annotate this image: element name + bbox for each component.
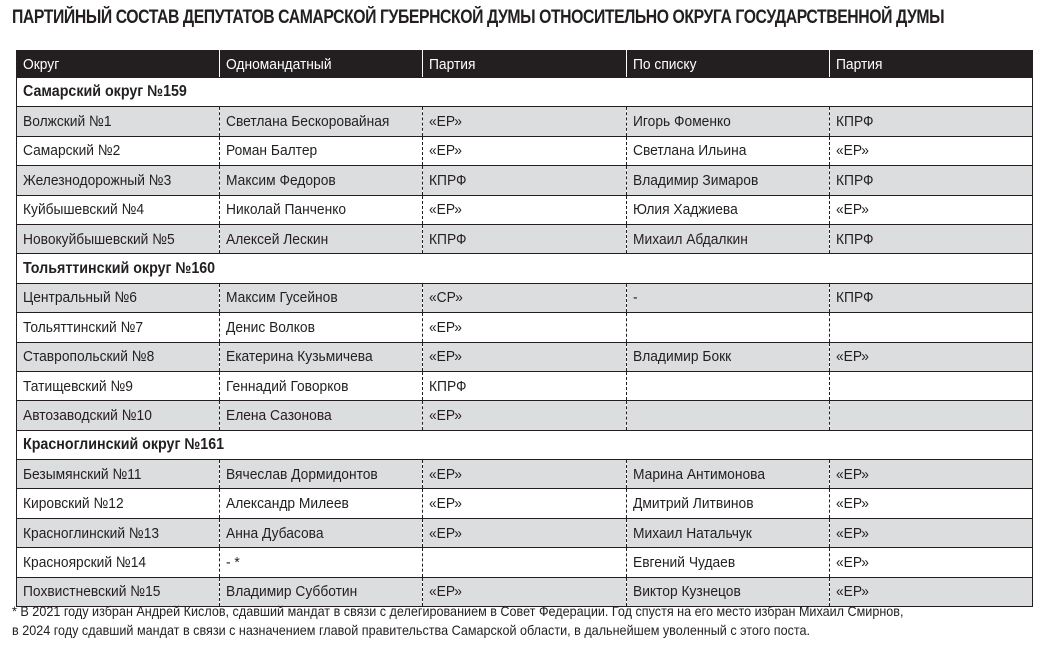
cell-text: Игорь Фоменко bbox=[633, 113, 731, 131]
table-cell bbox=[830, 107, 1033, 136]
table-cell bbox=[830, 548, 1033, 577]
table-cell bbox=[17, 342, 220, 371]
column-header bbox=[830, 51, 1033, 78]
cell-text: Дмитрий Литвинов bbox=[633, 495, 754, 513]
cell-text: КПРФ bbox=[429, 230, 467, 248]
table-cell bbox=[17, 460, 220, 489]
cell-text: «ЕР» bbox=[836, 553, 869, 571]
table-row bbox=[17, 489, 1033, 518]
footnote-line-1: * В 2021 году избран Андрей Кислов, сдавший мандат в связи с делегированием в Совет Федерации. Год спустя на его место избран Михаил Смирнов, bbox=[12, 603, 904, 619]
table-cell bbox=[220, 166, 423, 195]
cell-text: «ЕР» bbox=[429, 524, 462, 542]
cell-text: Виктор Кузнецов bbox=[633, 583, 741, 601]
table-cell bbox=[17, 166, 220, 195]
section-title bbox=[17, 78, 1033, 107]
table-cell bbox=[423, 401, 627, 430]
table-cell bbox=[627, 371, 830, 400]
cell-text: Владимир Субботин bbox=[226, 583, 358, 601]
cell-text: «ЕР» bbox=[429, 495, 462, 513]
cell-text: Евгений Чудаев bbox=[633, 553, 736, 571]
cell-text: Татищевский №9 bbox=[23, 377, 133, 395]
cell-text: «ЕР» bbox=[429, 406, 462, 424]
table-cell bbox=[17, 283, 220, 312]
cell-text: Анна Дубасова bbox=[226, 524, 324, 542]
cell-text: Юлия Хаджиева bbox=[633, 201, 738, 219]
footnote bbox=[12, 602, 1002, 640]
cell-text: Михаил Натальчук bbox=[633, 524, 752, 542]
cell-text: «СР» bbox=[429, 289, 463, 307]
cell-text: «ЕР» bbox=[429, 201, 462, 219]
table-cell bbox=[423, 195, 627, 224]
cell-text: Роман Балтер bbox=[226, 142, 318, 160]
table-cell bbox=[17, 401, 220, 430]
table-cell bbox=[17, 107, 220, 136]
cell-text: «ЕР» bbox=[429, 318, 462, 336]
table-cell bbox=[423, 342, 627, 371]
table-cell bbox=[830, 401, 1033, 430]
table-cell bbox=[220, 342, 423, 371]
cell-text: Максим Федоров bbox=[226, 171, 336, 189]
cell-text: Куйбышевский №4 bbox=[23, 201, 145, 219]
table-cell bbox=[220, 460, 423, 489]
cell-text: «ЕР» bbox=[836, 201, 869, 219]
table-cell bbox=[423, 107, 627, 136]
table-cell bbox=[17, 371, 220, 400]
cell-text: «ЕР» bbox=[429, 113, 462, 131]
table-row bbox=[17, 224, 1033, 253]
section-title-text: Самарский округ №159 bbox=[23, 83, 187, 101]
cell-text: Владимир Бокк bbox=[633, 348, 732, 366]
section-row bbox=[17, 254, 1033, 283]
cell-text: Николай Панченко bbox=[226, 201, 347, 219]
section-title-text: Красноглинский округ №161 bbox=[23, 435, 225, 453]
table-row bbox=[17, 460, 1033, 489]
cell-text: Центральный №6 bbox=[23, 289, 137, 307]
cell-text: «ЕР» bbox=[836, 348, 869, 366]
table-cell bbox=[220, 313, 423, 342]
cell-text: КПРФ bbox=[429, 171, 467, 189]
header-row bbox=[17, 51, 1033, 78]
table-row bbox=[17, 166, 1033, 195]
column-header-label: Округ bbox=[23, 55, 60, 73]
column-header bbox=[17, 51, 220, 78]
table-cell bbox=[17, 313, 220, 342]
table-cell bbox=[627, 401, 830, 430]
cell-text: КПРФ bbox=[836, 171, 874, 189]
table-cell bbox=[423, 166, 627, 195]
table-row bbox=[17, 342, 1033, 371]
column-header bbox=[627, 51, 830, 78]
table-cell bbox=[627, 548, 830, 577]
table-cell bbox=[423, 313, 627, 342]
table-cell bbox=[830, 313, 1033, 342]
table-row bbox=[17, 313, 1033, 342]
table-cell bbox=[830, 518, 1033, 547]
cell-text: «ЕР» bbox=[429, 465, 462, 483]
cell-text: «ЕР» bbox=[836, 583, 869, 601]
cell-text: Владимир Зимаров bbox=[633, 171, 759, 189]
table-cell bbox=[627, 460, 830, 489]
table-row bbox=[17, 107, 1033, 136]
cell-text: Новокуйбышевский №5 bbox=[23, 230, 175, 248]
cell-text: Марина Антимонова bbox=[633, 465, 766, 483]
table-cell bbox=[627, 195, 830, 224]
cell-text: Кировский №12 bbox=[23, 495, 124, 513]
table-cell bbox=[220, 371, 423, 400]
cell-text: Елена Сазонова bbox=[226, 406, 332, 424]
table-cell bbox=[423, 283, 627, 312]
section-title bbox=[17, 254, 1033, 283]
section-title-text: Тольяттинский округ №160 bbox=[23, 259, 216, 277]
cell-text: Волжский №1 bbox=[23, 113, 112, 131]
table-cell bbox=[627, 283, 830, 312]
column-header-label: По списку bbox=[633, 55, 697, 73]
table-cell bbox=[830, 283, 1033, 312]
table-cell bbox=[830, 224, 1033, 253]
cell-text: «ЕР» bbox=[836, 524, 869, 542]
table-cell bbox=[220, 401, 423, 430]
column-header-label: Партия bbox=[836, 55, 883, 73]
table-cell bbox=[17, 518, 220, 547]
table-body bbox=[17, 78, 1033, 607]
cell-text: Железнодорожный №3 bbox=[23, 171, 172, 189]
cell-text: «ЕР» bbox=[836, 142, 869, 160]
table-row bbox=[17, 195, 1033, 224]
table-cell bbox=[830, 460, 1033, 489]
cell-text: «ЕР» bbox=[836, 465, 869, 483]
cell-text: Светлана Бескоровайная bbox=[226, 113, 390, 131]
cell-text: «ЕР» bbox=[429, 142, 462, 160]
cell-text: - * bbox=[226, 553, 240, 571]
cell-text: «ЕР» bbox=[836, 495, 869, 513]
column-header-label: Одномандатный bbox=[226, 55, 332, 73]
table-cell bbox=[17, 195, 220, 224]
cell-text: КПРФ bbox=[429, 377, 467, 395]
column-header bbox=[423, 51, 627, 78]
cell-text: Автозаводский №10 bbox=[23, 406, 152, 424]
table-row bbox=[17, 371, 1033, 400]
table-row bbox=[17, 548, 1033, 577]
column-header bbox=[220, 51, 423, 78]
table-cell bbox=[423, 224, 627, 253]
cell-text: Ставропольский №8 bbox=[23, 348, 155, 366]
table-cell bbox=[830, 489, 1033, 518]
deputies-table bbox=[16, 50, 1033, 607]
table-cell bbox=[220, 518, 423, 547]
table-cell bbox=[220, 283, 423, 312]
cell-text: Максим Гусейнов bbox=[226, 289, 338, 307]
cell-text: «ЕР» bbox=[429, 583, 462, 601]
table-cell bbox=[220, 107, 423, 136]
cell-text: Светлана Ильина bbox=[633, 142, 747, 160]
table-cell bbox=[423, 371, 627, 400]
cell-text: Похвистневский №15 bbox=[23, 583, 161, 601]
table-row bbox=[17, 283, 1033, 312]
cell-text: Алексей Лескин bbox=[226, 230, 329, 248]
cell-text: КПРФ bbox=[836, 113, 874, 131]
section-row bbox=[17, 430, 1033, 459]
table-cell bbox=[627, 107, 830, 136]
cell-text: Самарский №2 bbox=[23, 142, 121, 160]
cell-text: Михаил Абдалкин bbox=[633, 230, 748, 248]
table-cell bbox=[423, 460, 627, 489]
table-row bbox=[17, 136, 1033, 165]
table-cell bbox=[830, 136, 1033, 165]
cell-text: Денис Волков bbox=[226, 318, 315, 336]
table-cell bbox=[423, 136, 627, 165]
cell-text: Красноглинский №13 bbox=[23, 524, 160, 542]
table-cell bbox=[627, 224, 830, 253]
table-title: ПАРТИЙНЫЙ СОСТАВ ДЕПУТАТОВ САМАРСКОЙ ГУБЕРНСКОЙ ДУМЫ ОТНОСИТЕЛЬНО ОКРУГА ГОСУДАРСТВЕННОЙ ДУМЫ bbox=[12, 7, 945, 28]
table-cell bbox=[17, 224, 220, 253]
table-cell bbox=[830, 371, 1033, 400]
cell-text: КПРФ bbox=[836, 230, 874, 248]
section-title bbox=[17, 430, 1033, 459]
table-cell bbox=[627, 313, 830, 342]
table-cell bbox=[17, 489, 220, 518]
section-row bbox=[17, 78, 1033, 107]
table-cell bbox=[423, 548, 627, 577]
table-cell bbox=[220, 136, 423, 165]
table-cell bbox=[627, 342, 830, 371]
cell-text: Безымянский №11 bbox=[23, 465, 142, 483]
table-cell bbox=[17, 136, 220, 165]
cell-text: «ЕР» bbox=[429, 348, 462, 366]
column-header-label: Партия bbox=[429, 55, 476, 73]
cell-text: Красноярский №14 bbox=[23, 553, 147, 571]
cell-text: Александр Милеев bbox=[226, 495, 349, 513]
cell-text: - bbox=[633, 289, 638, 307]
table-cell bbox=[627, 518, 830, 547]
table-cell bbox=[220, 548, 423, 577]
table-cell bbox=[627, 136, 830, 165]
cell-text: Екатерина Кузьмичева bbox=[226, 348, 373, 366]
cell-text: Геннадий Говорков bbox=[226, 377, 349, 395]
table-cell bbox=[627, 166, 830, 195]
table-cell bbox=[627, 489, 830, 518]
table-row bbox=[17, 518, 1033, 547]
table-cell bbox=[830, 342, 1033, 371]
table-cell bbox=[220, 489, 423, 518]
table-row bbox=[17, 401, 1033, 430]
table-cell bbox=[423, 518, 627, 547]
cell-text: КПРФ bbox=[836, 289, 874, 307]
table-cell bbox=[830, 166, 1033, 195]
table-cell bbox=[220, 195, 423, 224]
table-cell bbox=[830, 195, 1033, 224]
table-cell bbox=[220, 224, 423, 253]
table-cell bbox=[17, 548, 220, 577]
cell-text: Вячеслав Дормидонтов bbox=[226, 465, 378, 483]
table-cell bbox=[423, 489, 627, 518]
footnote-line-2: в 2024 году сдавший мандат в связи с назначением главой правительства Самарской области, в дальнейшем уволенный с этого поста. bbox=[12, 622, 811, 638]
cell-text: Тольяттинский №7 bbox=[23, 318, 144, 336]
